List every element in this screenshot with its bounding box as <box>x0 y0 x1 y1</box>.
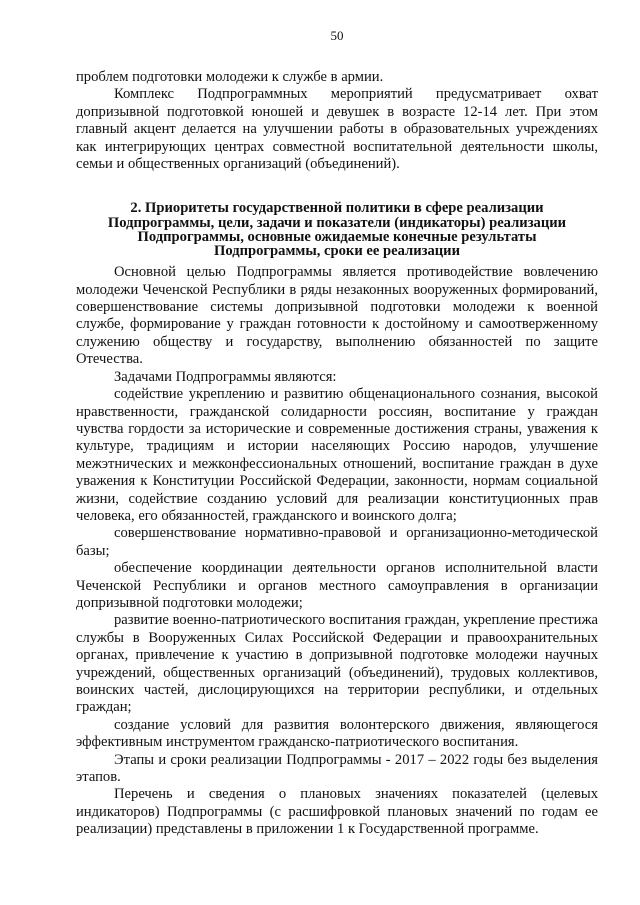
task-paragraph-1: содействие укреплению и развитию общенационального сознания, высокой нравственности, гражданской солидарности россиян, воспитание у граждан чувства гордости за исторические и современные достижения страны, уважения к культуре, традициям и истории населяющих Россию народов, улучшение межэтнических и межконфессиональных отношений, воспитание граждан в духе уважения к Конституции Российской Федерации, законности, нормам социальной жизни, содействие созданию условий для реализации конституционных прав человека, его обязанностей, гражданского и воинского долга; <box>76 386 598 524</box>
page-number: 50 <box>330 28 344 43</box>
stages-paragraph: Этапы и сроки реализации Подпрограммы - 2017 – 2022 годы без выделения этапов. <box>76 751 598 786</box>
task-paragraph-5: создание условий для развития волонтерского движения, являющегося эффективным инструментом гражданско-патриотического воспитания. <box>76 716 598 751</box>
tasks-heading-paragraph: Задачами Подпрограммы являются: <box>114 368 337 385</box>
indicators-paragraph: Перечень и сведения о плановых значениях показателей (целевых индикаторов) Подпрограммы (с расшифровкой плановых значений по годам ее реализации) представлены в приложении 1 к Государственной программе. <box>76 786 598 838</box>
task-paragraph-4: развитие военно-патриотического воспитания граждан, укрепление престижа службы в Вооруженных Силах Российской Федерации и правоохранительных органах, привлечение к участию в допризывной подготовке молодежи научных учреждений, общественных организаций (объединений), трудовых коллективов, воинских частей, дислоцирующихся на территории республики, и отдельных граждан; <box>76 612 598 716</box>
section-title-line-4: Подпрограммы, сроки ее реализации <box>213 243 460 260</box>
section-title <box>76 201 598 258</box>
section-title-line-2: Подпрограммы, цели, задачи и показатели (индикаторы) реализации <box>107 214 567 231</box>
section-title-line-1: 2. Приоритеты государственной политики в сфере реализации <box>130 200 544 217</box>
intro-paragraph-1: проблем подготовки молодежи к службе в армии. <box>76 69 384 85</box>
intro-paragraph-2: Комплекс Подпрограммных мероприятий предусматривает охват допризывной подготовкой юношей и девушек в возрасте 12-14 лет. При этом главный акцент делается на улучшении работы в образовательных учреждениях как интегрирующих центрах совместной воспитательной деятельности школы, семьи и общественных организаций (объединений). <box>76 86 598 173</box>
section-title-line-3: Подпрограммы, основные ожидаемые конечные результаты <box>137 228 537 245</box>
task-paragraph-2: совершенствование нормативно-правовой и организационно-методической базы; <box>76 525 598 559</box>
goal-paragraph: Основной целью Подпрограммы является противодействие вовлечению молодежи Чеченской Республики в ряды незаконных вооруженных формирований, совершенствование системы допризывной подготовки молодежи к военной службе, формирование у граждан готовности к достойному и самоотверженному служению обществу и государству, выполнению обязанностей по защите Отечества. <box>76 264 598 368</box>
task-paragraph-3: обеспечение координации деятельности органов исполнительной власти Чеченской Республики и органов местного самоуправления в организации допризывной подготовки молодежи; <box>76 560 598 611</box>
